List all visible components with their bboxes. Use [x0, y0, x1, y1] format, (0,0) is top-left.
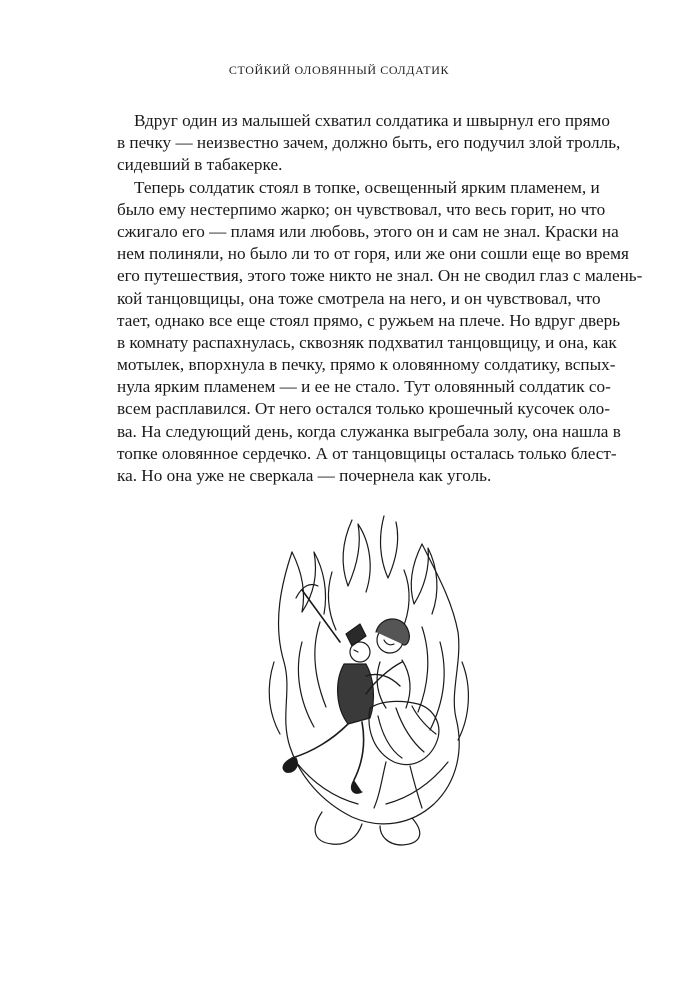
text-line: было ему нестерпимо жарко; он чувствовал, что весь горит, но что: [117, 199, 606, 219]
text-line: сидевший в табакерке.: [117, 155, 283, 175]
running-head: СТОЙКИЙ ОЛОВЯННЫЙ СОЛДАТИК: [228, 63, 450, 77]
text-line: мотылек, впорхнула в печку, прямо к оловянному солдатику, вспых-: [117, 355, 616, 375]
text-line: кой танцовщицы, она тоже смотрела на него, и он чувствовал, что: [117, 288, 601, 308]
text-line: нем полиняли, но было ли то от горя, или же они сошли еще во время: [117, 244, 629, 264]
text-line: Теперь солдатик стоял в топке, освещенный ярким пламенем, и: [134, 177, 600, 197]
text-line: его путешествия, этого тоже никто не знал. Он не сводил глаз с малень-: [117, 266, 643, 286]
engraving-soldier-and-dancer-in-flames: [262, 512, 474, 847]
text-line: в печку — неизвестно зачем, должно быть, его подучил злой тролль,: [117, 133, 621, 153]
text-line: ка. Но она уже не сверкала — почернела как уголь.: [117, 466, 492, 485]
text-line: ва. На следующий день, когда служанка выгребала золу, она нашла в: [117, 421, 621, 441]
text-line: всем расплавился. От него остался только крошечный кусочек оло-: [117, 399, 610, 419]
text-line: в комнату распахнулась, сквозняк подхватил танцовщицу, и она, как: [117, 332, 617, 352]
text-line: топке оловянное сердечко. А от танцовщицы осталась только блест-: [117, 443, 617, 463]
text-line: тает, однако все еще стоял прямо, с ружьем на плече. Но вдруг дверь: [117, 310, 621, 330]
body-text: [117, 110, 643, 487]
text-line: нула ярким пламенем — и ее не стало. Тут оловянный солдатик со-: [117, 377, 611, 397]
text-line: Вдруг один из малышей схватил солдатика и швырнул его прямо: [134, 111, 611, 130]
text-line: сжигало его — пламя или любовь, этого он и сам не знал. Краски на: [117, 221, 619, 241]
